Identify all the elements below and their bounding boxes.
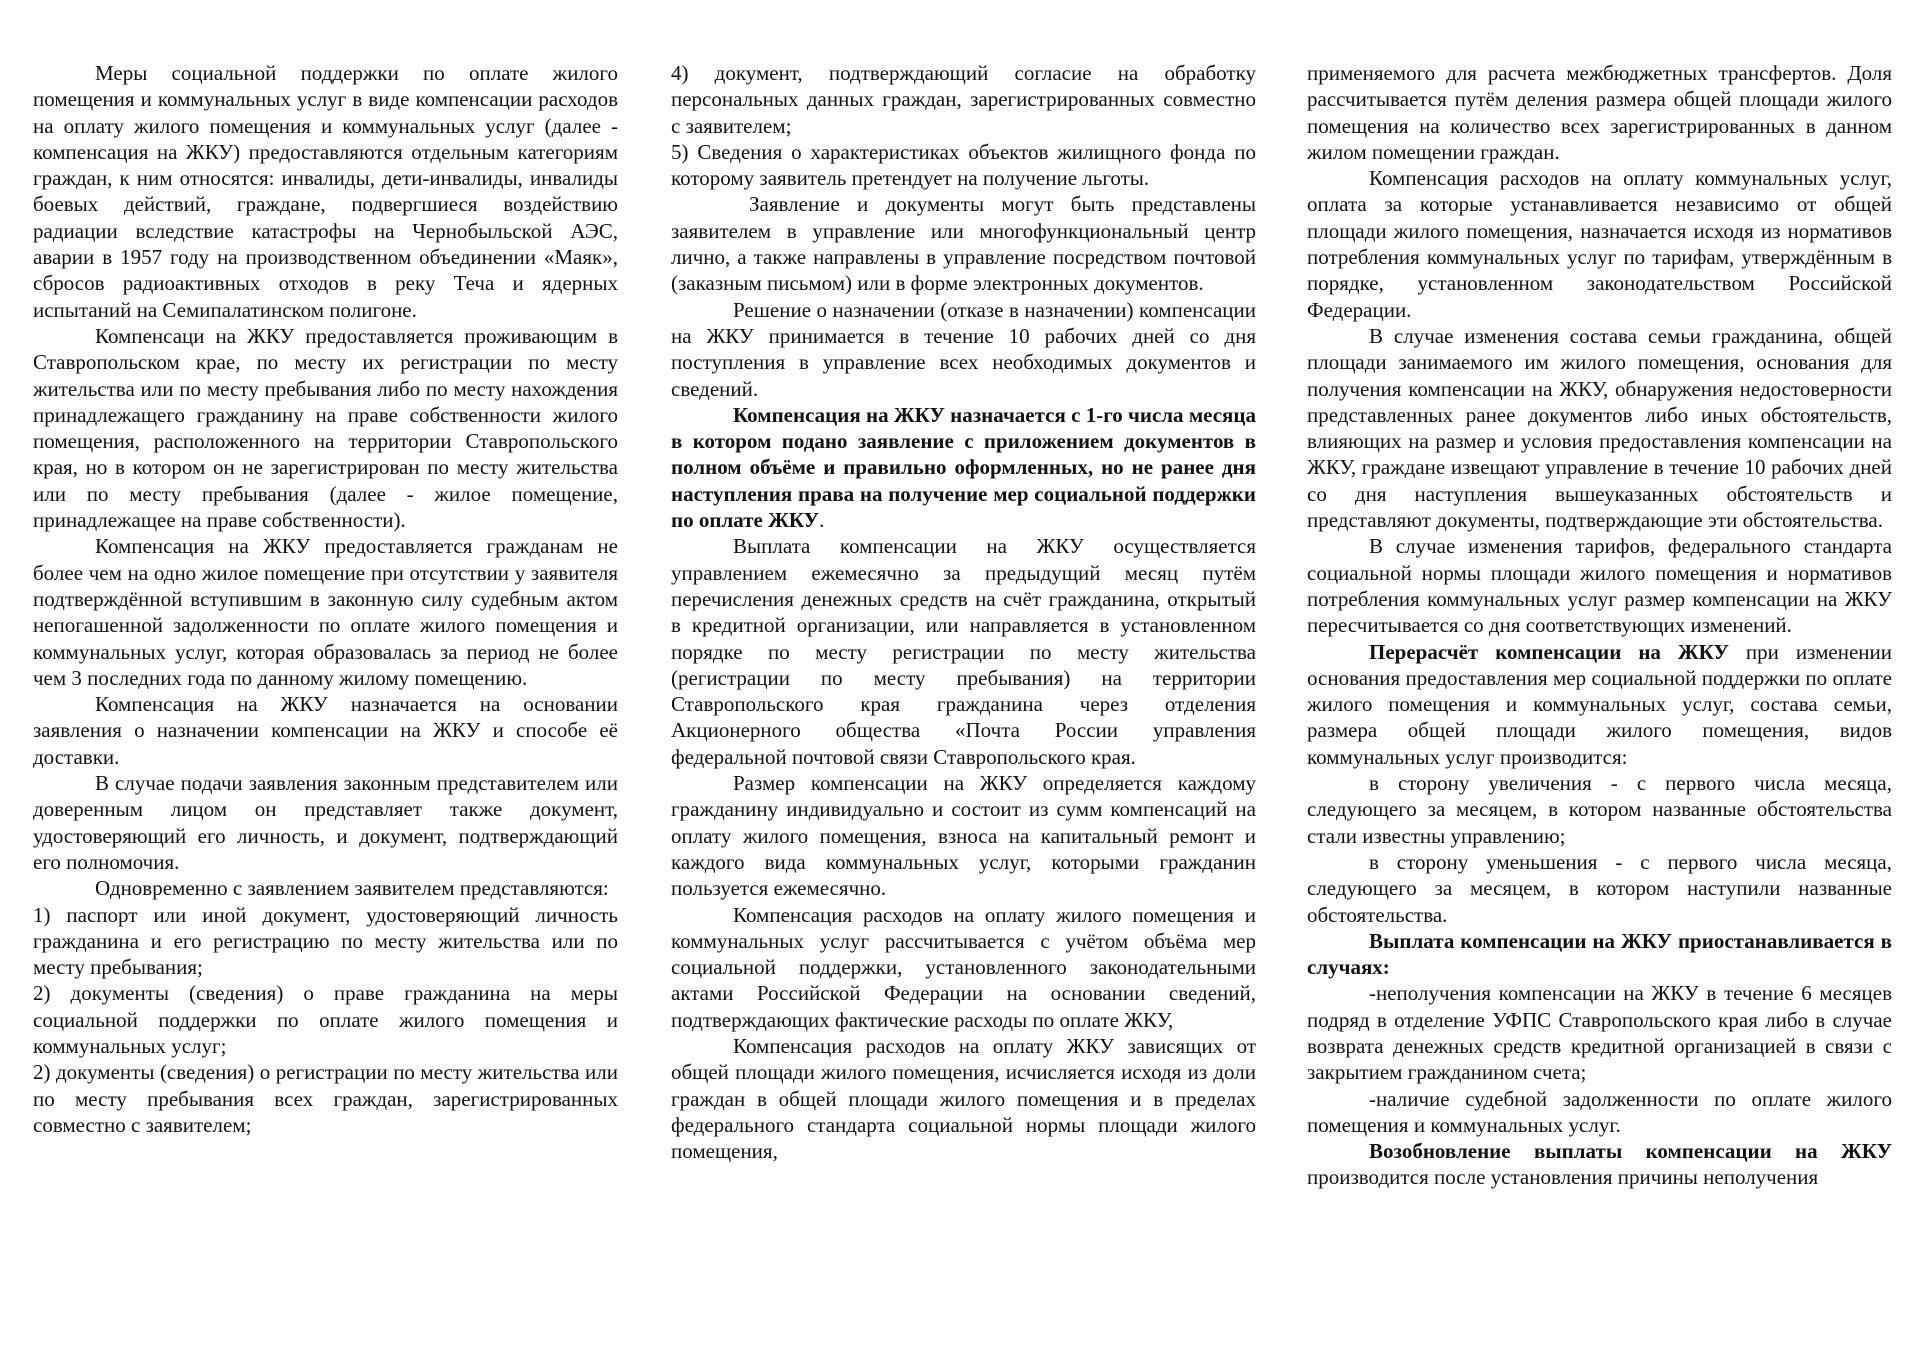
list-item: 1) паспорт или иной документ, удостоверяющий личность гражданина и его регистрацию по месту жительства или по месту пребывания; [33, 902, 618, 980]
paragraph: Выплата компенсации на ЖКУ осуществляется управлением ежемесячно за предыдущий месяц путём перечисления денежных средств на счёт гражданина, открытый в кредитной организации, или направляется в установленном порядке по месту регистрации по месту жительства (регистрации по месту пребывания) на территории Ставропольского края гражданина через отделения Акционерного общества «Почта России управления федеральной почтовой связи Ставропольского края. [671, 534, 1256, 769]
paragraph: В случае подачи заявления законным представителем или доверенным лицом он представляет также документ, удостоверяющий его личность, и документ, подтверждающий его полномочия. [33, 771, 618, 874]
bold-text: Возобновление выплаты компенсации на ЖКУ [1369, 1139, 1892, 1164]
paragraph: Одновременно с заявлением заявителем представляются: [95, 876, 609, 901]
paragraph: Компенсация расходов на оплату коммунальных услуг, оплата за которые устанавливается независимо от общей площади жилого помещения, назначается исходя из нормативов потребления коммунальных услуг по тарифам, утверждённым в порядке, установленном законодательством Российской Федерации. [1307, 166, 1892, 322]
paragraph-text: производится после установления причины неполучения [1307, 1165, 1819, 1190]
paragraph: Компенсация на ЖКУ предоставляется гражданам не более чем на одно жилое помещение при отсутствии у заявителя подтверждённой вступившим в законную силу судебным актом непогашенной задолженности по оплате жилого помещения и коммунальных услуг, которая образовалась за период не более чем 3 последних года по данному жилому помещению. [33, 534, 618, 690]
paragraph: -неполучения компенсации на ЖКУ в течение 6 месяцев подряд в отделение УФПС Ставропольского края либо в случае возврата денежных средств кредитной организацией в связи с закрытием гражданином счета; [1307, 981, 1892, 1085]
paragraph: Размер компенсации на ЖКУ определяется каждому гражданину индивидуально и состоит из сумм компенсаций на оплату жилого помещения, взноса на капитальный ремонт и каждого вида коммунальных услуг, которыми гражданин пользуется ежемесячно. [671, 771, 1256, 901]
paragraph [1307, 1138, 1892, 1191]
column-2 [671, 60, 1256, 1164]
paragraph [1307, 639, 1892, 770]
paragraph: В случае изменения состава семьи гражданина, общей площади занимаемого им жилого помещения, основания для получения компенсации на ЖКУ, обнаружения недостоверности представленных ранее документов либо иных обстоятельств, влияющих на размер и условия предоставления компенсации на ЖКУ, граждане извещают управление в течение 10 рабочих дней со дня наступления вышеуказанных обстоятельств и представляют документы, подтверждающие эти обстоятельства. [1307, 323, 1892, 533]
column-1 [33, 60, 618, 1138]
list-item: 2) документы (сведения) о праве гражданина на меры социальной поддержки по оплате жилого помещения и коммунальных услуг; [33, 981, 618, 1058]
paragraph: Меры социальной поддержки по оплате жилого помещения и коммунальных услуг в виде компенсации расходов на оплату жилого помещения и коммунальных услуг (далее - компенсация на ЖКУ) предоставляются отдельным категориям граждан, к ним относятся: инвалиды, дети-инвалиды, инвалиды боевых действий, граждане, подвергшиеся воздействию радиации вследствие катастрофы на Чернобыльской АЭС, аварии в 1957 году на производственном объединении «Маяк», сбросов радиоактивных отходов в реку Теча и ядерных испытаний на Семипалатинском полигоне. [33, 61, 618, 322]
bold-heading: Выплата компенсации на ЖКУ приостанавливается в случаях: [1307, 928, 1892, 980]
paragraph: Компенсация расходов на оплату ЖКУ зависящих от общей площади жилого помещения, исчисляется исходя из доли граждан в общей площади жилого помещения и в пределах федерального стандарта социальной нормы площади жилого помещения, [671, 1033, 1256, 1164]
paragraph: в сторону уменьшения - с первого числа месяца, следующего за месяцем, в котором наступили названные обстоятельства. [1307, 849, 1892, 927]
paragraph: Компенсация на ЖКУ назначается на основании заявления о назначении компенсации на ЖКУ и способе её доставки. [33, 692, 618, 769]
list-item: 4) документ, подтверждающий согласие на обработку персональных данных граждан, зарегистрированных совместно с заявителем; [671, 61, 1256, 138]
paragraph: В случае изменения тарифов, федерального стандарта социальной нормы площади жилого помещения и нормативов потребления коммунальных услуг размер компенсации на ЖКУ пересчитывается со дня соответствующих изменений. [1307, 534, 1892, 638]
paragraph: в сторону увеличения - с первого числа месяца, следующего за месяцем, в котором названные обстоятельства стали известны управлению; [1307, 771, 1892, 848]
paragraph: Заявление и документы могут быть представлены заявителем в управление или многофункциональный центр лично, а также направлены в управление посредством почтовой (заказным письмом) или в форме электронных документов. [671, 192, 1256, 296]
paragraph: Решение о назначении (отказе в назначении) компенсации на ЖКУ принимается в течение 10 рабочих дней со дня поступления в управление всех необходимых документов и сведений. [671, 297, 1256, 401]
paragraph: -наличие судебной задолженности по оплате жилого помещения и коммунальных услуг. [1307, 1086, 1892, 1137]
paragraph: Компенсация расходов на оплату жилого помещения и коммунальных услуг рассчитывается с учётом объёма мер социальной поддержки, установленного законодательными актами Российской Федерации на основании сведений, подтверждающих фактические расходы по оплате ЖКУ, [671, 902, 1256, 1032]
bold-text: Компенсация на ЖКУ назначается с 1-го числа месяца в котором подано заявление с приложением документов в полном объёме и правильно оформленных, но не ранее дня наступления права на получение мер социальной поддержки по оплате ЖКУ [671, 402, 1256, 533]
paragraph: применяемого для расчета межбюджетных трансфертов. Доля рассчитывается путём деления размера общей площади жилого помещения на количество всех зарегистрированных в данном жилом помещении граждан. [1307, 61, 1892, 164]
bold-text: Перерасчёт компенсации на ЖКУ [1369, 639, 1729, 664]
paragraph [671, 402, 1256, 533]
paragraph-text: при изменении основания предоставления мер социальной поддержки по оплате жилого помещения и коммунальных услуг, состава семьи, размера общей площади жилого помещения, видов коммунальных услуг производится: [1307, 639, 1892, 769]
list-item: 5) Сведения о характеристиках объектов жилищного фонда по которому заявитель претендует на получение льготы. [671, 139, 1256, 191]
paragraph: Компенсаци на ЖКУ предоставляется проживающим в Ставропольском крае, по месту их регистрации по месту жительства или по месту пребывания либо по месту нахождения принадлежащего гражданину на праве собственности жилого помещения, расположенного на территории Ставропольского края, но в котором он не зарегистрирован по месту жительства или по месту пребывания (далее - жилое помещение, принадлежащее на праве собственности). [33, 323, 618, 533]
column-3 [1307, 60, 1892, 1191]
list-item: 2) документы (сведения) о регистрации по месту жительства или по месту пребывания всех граждан, зарегистрированных совместно с заявителем; [33, 1060, 618, 1137]
paragraph-tail: . [819, 508, 825, 533]
